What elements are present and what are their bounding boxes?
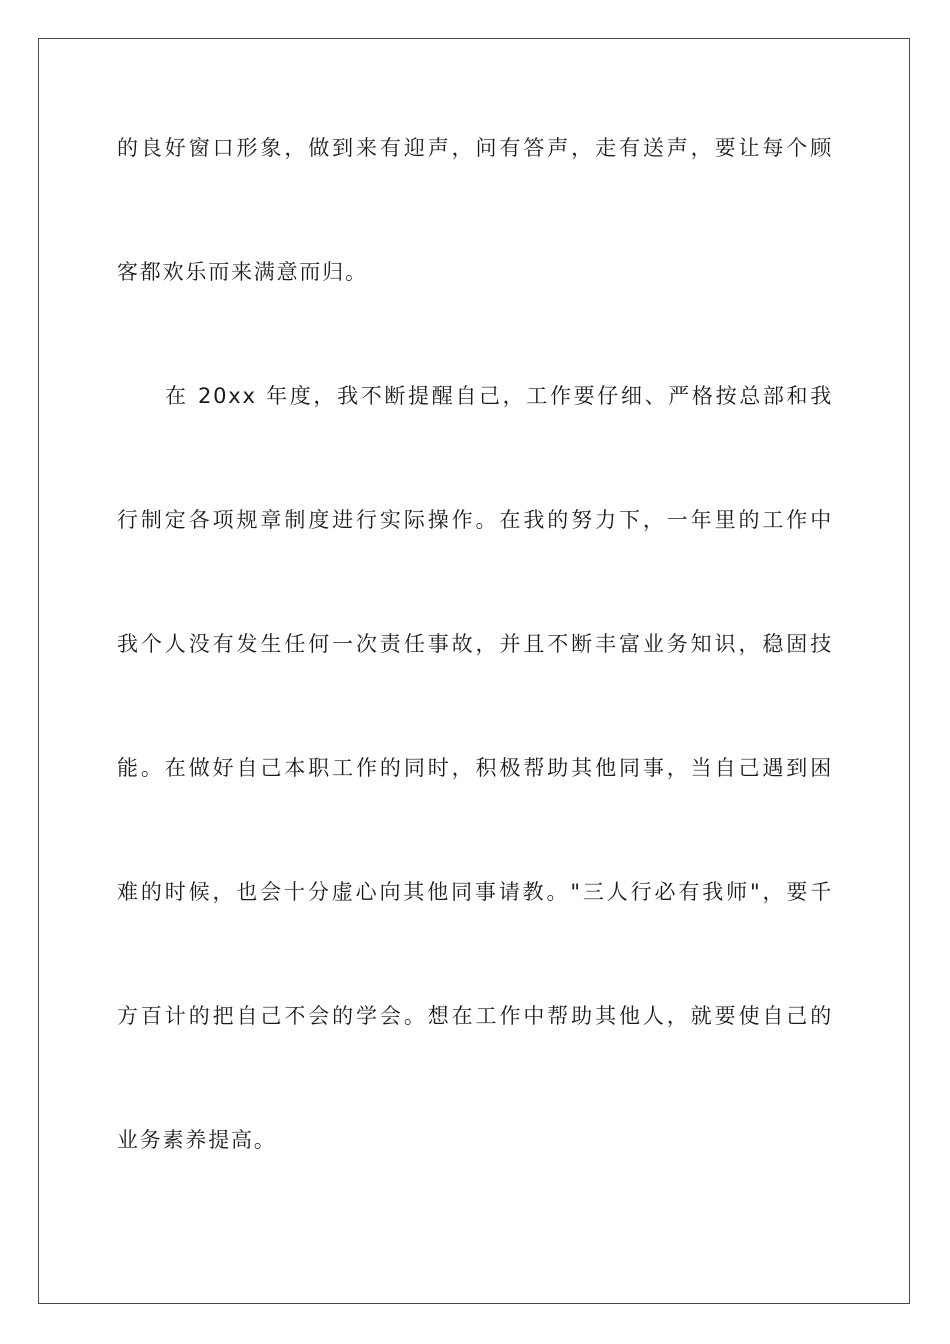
text-line-1: 的良好窗口形象，做到来有迎声，问有答声，走有送声，要让每个顾 [117, 136, 833, 160]
page-border [38, 38, 910, 1304]
text-line-4: 行制定各项规章制度进行实际操作。在我的努力下，一年里的工作中 [117, 508, 833, 532]
text-line-5: 我个人没有发生任何一次责任事故，并且不断丰富业务知识，稳固技 [117, 632, 833, 656]
text-line-8: 方百计的把自己不会的学会。想在工作中帮助其他人，就要使自己的 [117, 1004, 833, 1028]
text-line-2: 客都欢乐而来满意而归。 [117, 260, 368, 284]
text-line-6: 能。在做好自己本职工作的同时，积极帮助其他同事，当自己遇到困 [117, 756, 833, 780]
text-line-9: 业务素养提高。 [117, 1128, 277, 1152]
text-line-7: 难的时候，也会十分虚心向其他同事请教。"三人行必有我师"，要千 [117, 880, 833, 904]
text-line-3: 在 20xx 年度，我不断提醒自己，工作要仔细、严格按总部和我 [165, 384, 833, 408]
